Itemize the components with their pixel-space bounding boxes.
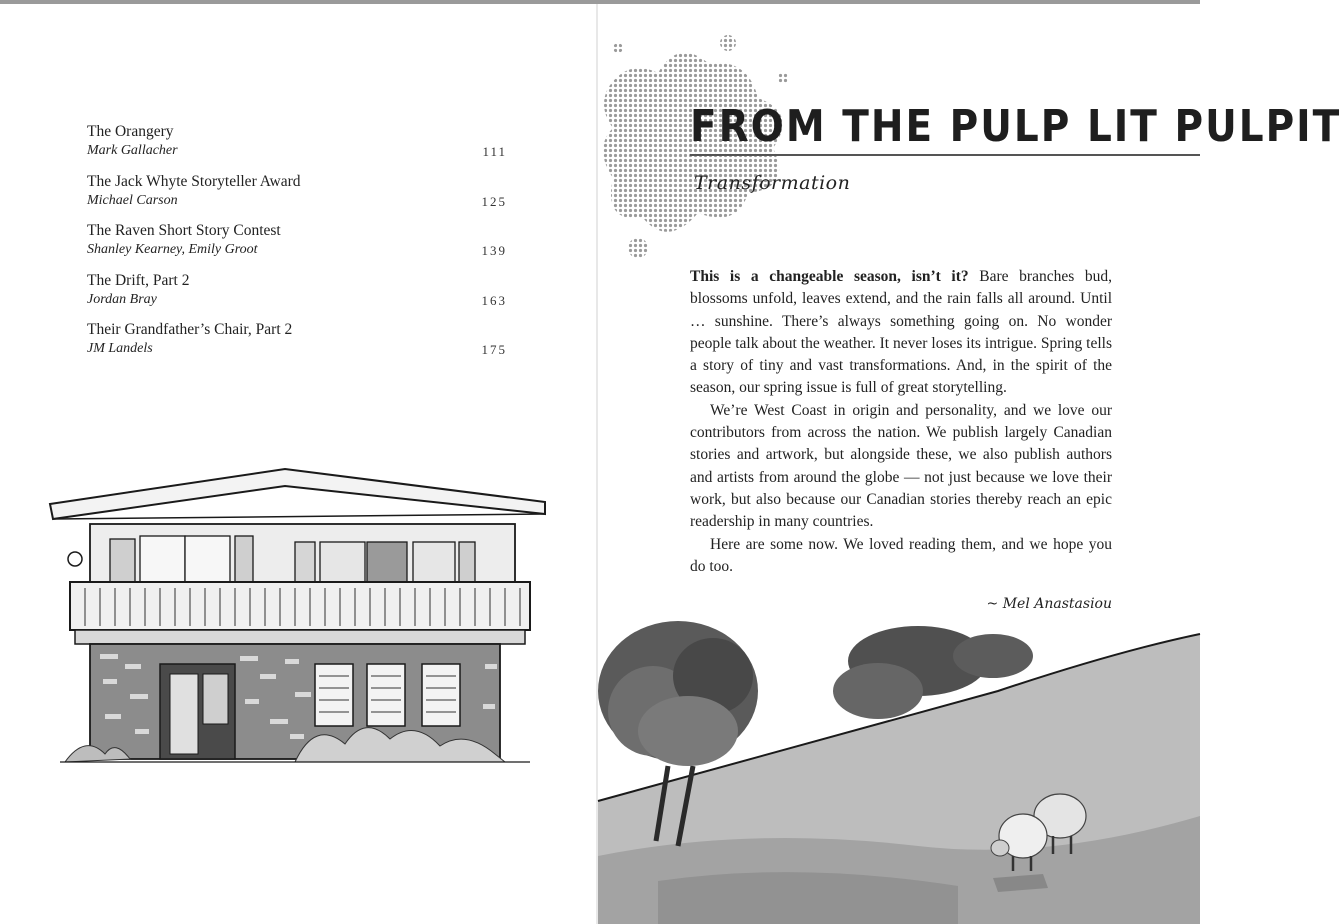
paragraph-1 [690,266,1112,400]
toc-entry-title: The Orangery [87,123,174,140]
toc-entry-title: The Raven Short Story Contest [87,222,281,239]
paragraph-2: We’re West Coast in origin and personality, and we love our contributors from across the nation. We publish largely Canadian stories and artwork, but alongside these, we also publish authors and artists from around the globe — not just because we love their work, but also because our Canadian stories thereby reach an epic readership in many countries. [690,401,1112,531]
toc-entry-page: 175 [481,342,507,357]
editorial-body [690,266,1112,578]
toc-entry-page: 139 [481,243,507,258]
toc-entry-author: JM Landels [87,341,153,356]
left-page [0,4,598,924]
toc-entry[interactable] [87,122,507,172]
toc-entry-title: The Jack Whyte Storyteller Award [87,172,301,190]
editorial-subtitle: Transformation [694,172,851,194]
toc-entry[interactable] [87,320,507,370]
toc-entry-author: Jordan Bray [87,291,157,307]
toc-entry-page: 163 [481,292,507,308]
toc-entry-author: Michael Carson [87,192,178,208]
toc-entry[interactable] [87,271,507,321]
toc-entry[interactable] [87,172,507,222]
right-page [598,4,1341,924]
toc-entry[interactable] [87,221,507,271]
toc-entry-title: Their Grandfather’s Chair, Part 2 [87,321,293,338]
house-illustration [45,464,555,774]
toc-entry-author: Mark Gallacher [87,143,178,158]
toc-entry-page: 111 [482,144,507,159]
heading-rule [690,154,1200,156]
hillside-illustration [598,616,1200,924]
lead-sentence: This is a changeable season, isn’t it? [690,268,969,285]
paragraph-3: Here are some now. We loved reading them, and we hope you do too. [690,535,1112,575]
editorial-heading: FROM THE PULP LIT PULPIT [690,102,1341,153]
toc-entry-author: Shanley Kearney, Emily Groot [87,242,258,257]
editor-signature: ~ Mel Anastasiou [986,596,1112,612]
toc-entry-title: The Drift, Part 2 [87,271,190,289]
paragraph-1-text: Bare branches bud, blossoms unfold, leaves extend, and the rain falls all around. Until … sunshine. There’s always something going on. No wonder people talk about the weather. It never loses its intrigue. Spring tells a story of tiny and vast transformations. And, in the spirit of the season, our spring issue is full of great storytelling. [690,268,1113,397]
table-of-contents [87,122,507,370]
toc-entry-page: 125 [481,193,507,209]
book-spread [0,4,1341,924]
